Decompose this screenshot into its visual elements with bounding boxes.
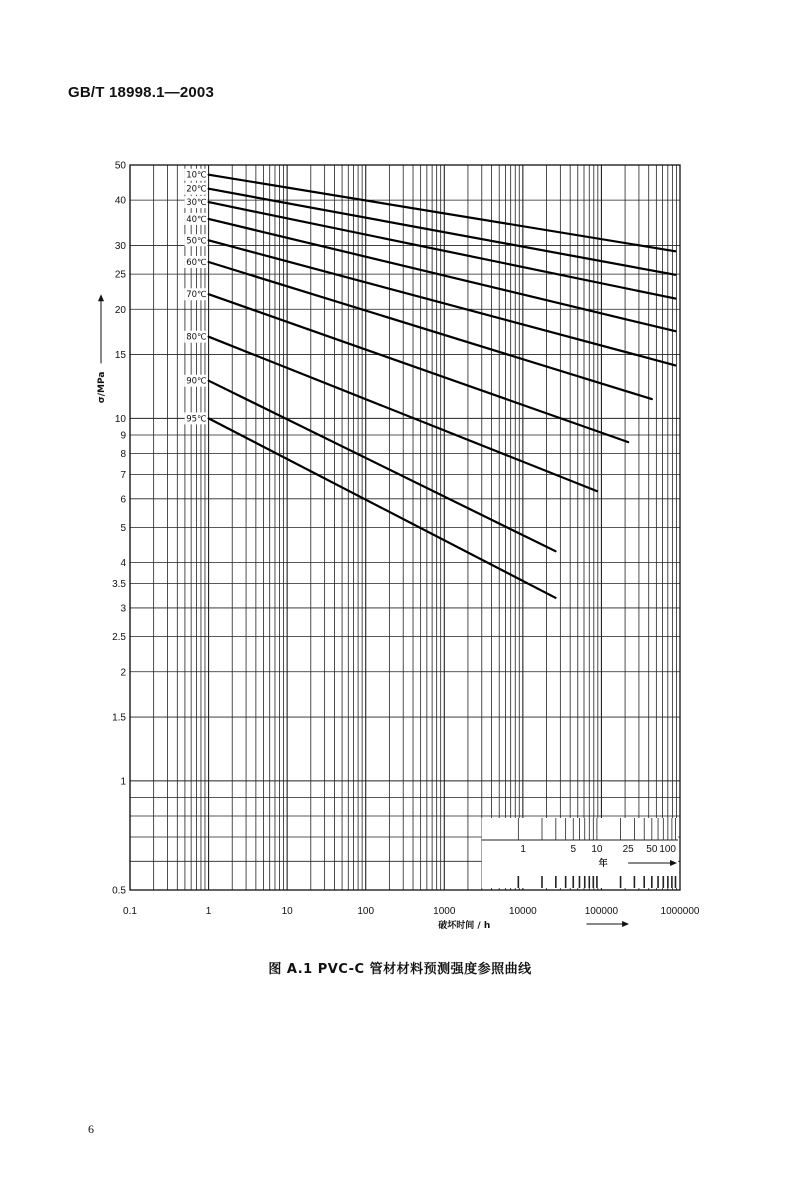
chart-grid [130,165,680,890]
x-arrow-head [622,921,629,927]
x-axis-arrow [587,921,630,927]
series-label: 50℃ [186,236,207,247]
x-tick-label: 10 [281,906,293,917]
y-tick-label: 4 [120,558,126,570]
x-tick-label: 10000 [508,906,537,917]
series-line [209,418,556,597]
y-tick-label: 50 [114,160,126,172]
y-tick-label: 40 [114,195,126,207]
y-tick-label: 2.5 [112,632,126,644]
series-label: 40℃ [186,214,207,225]
y-axis-arrow [98,294,104,363]
series-label: 30℃ [186,198,207,209]
y-arrow-head [98,294,104,301]
series-line [209,175,676,252]
y-tick-labels [112,161,126,897]
year-tick-label: 100 [659,844,676,855]
year-tick-label: 1 [520,844,526,855]
y-tick-label: 5 [120,523,126,534]
x-tick-label: 0.1 [123,906,137,917]
x-tick-label: 100000 [584,906,619,917]
y-tick-label: 9 [120,430,126,442]
y-tick-label: 25 [114,269,126,281]
y-tick-label: 15 [114,350,126,362]
year-tick-label: 25 [622,844,634,855]
x-tick-label: 1 [205,906,212,917]
y-tick-label: 6 [120,494,126,506]
series-label: 90℃ [186,376,207,387]
y-tick-label: 2 [120,667,126,679]
series-line [209,240,676,365]
x-tick-label: 1000 [433,906,456,917]
standard-number-header: GB/T 18998.1—2003 [68,84,214,101]
series-label: 80℃ [186,332,207,343]
y-tick-label: 1.5 [112,712,126,724]
year-tick-label: 50 [646,844,658,855]
series-labels [185,169,208,425]
page-number: 6 [88,1122,94,1136]
series-lines [209,175,676,598]
x-tick-label: 100 [357,906,375,917]
series-label: 95℃ [186,414,207,425]
x-axis-label: 破坏时间 / h [438,921,491,931]
y-tick-label: 3.5 [112,579,126,591]
series-label: 20℃ [186,184,207,195]
series-line [209,219,676,331]
year-axis [482,818,678,888]
x-tick-label: 1000000 [660,906,700,917]
series-line [209,337,597,491]
y-tick-label: 0.5 [112,885,126,897]
y-tick-label: 20 [114,304,126,316]
year-axis-label: 年 [598,859,608,869]
y-tick-label: 7 [120,470,126,482]
year-tick-label: 10 [591,844,603,855]
x-tick-labels [123,906,700,917]
y-axis-label: σ/MPa [97,371,107,404]
series-label: 10℃ [186,170,207,181]
y-tick-label: 1 [120,776,126,788]
y-tick-label: 30 [114,240,126,252]
series-line [209,189,676,275]
y-tick-label: 10 [114,413,126,425]
y-tick-label: 3 [120,603,126,615]
y-tick-label: 8 [120,449,126,461]
series-label: 60℃ [186,258,207,269]
figure-caption: 图 A.1 PVC-C 管材材料预测强度参照曲线 [268,962,532,977]
series-label: 70℃ [186,290,207,301]
year-tick-label: 5 [570,844,577,855]
